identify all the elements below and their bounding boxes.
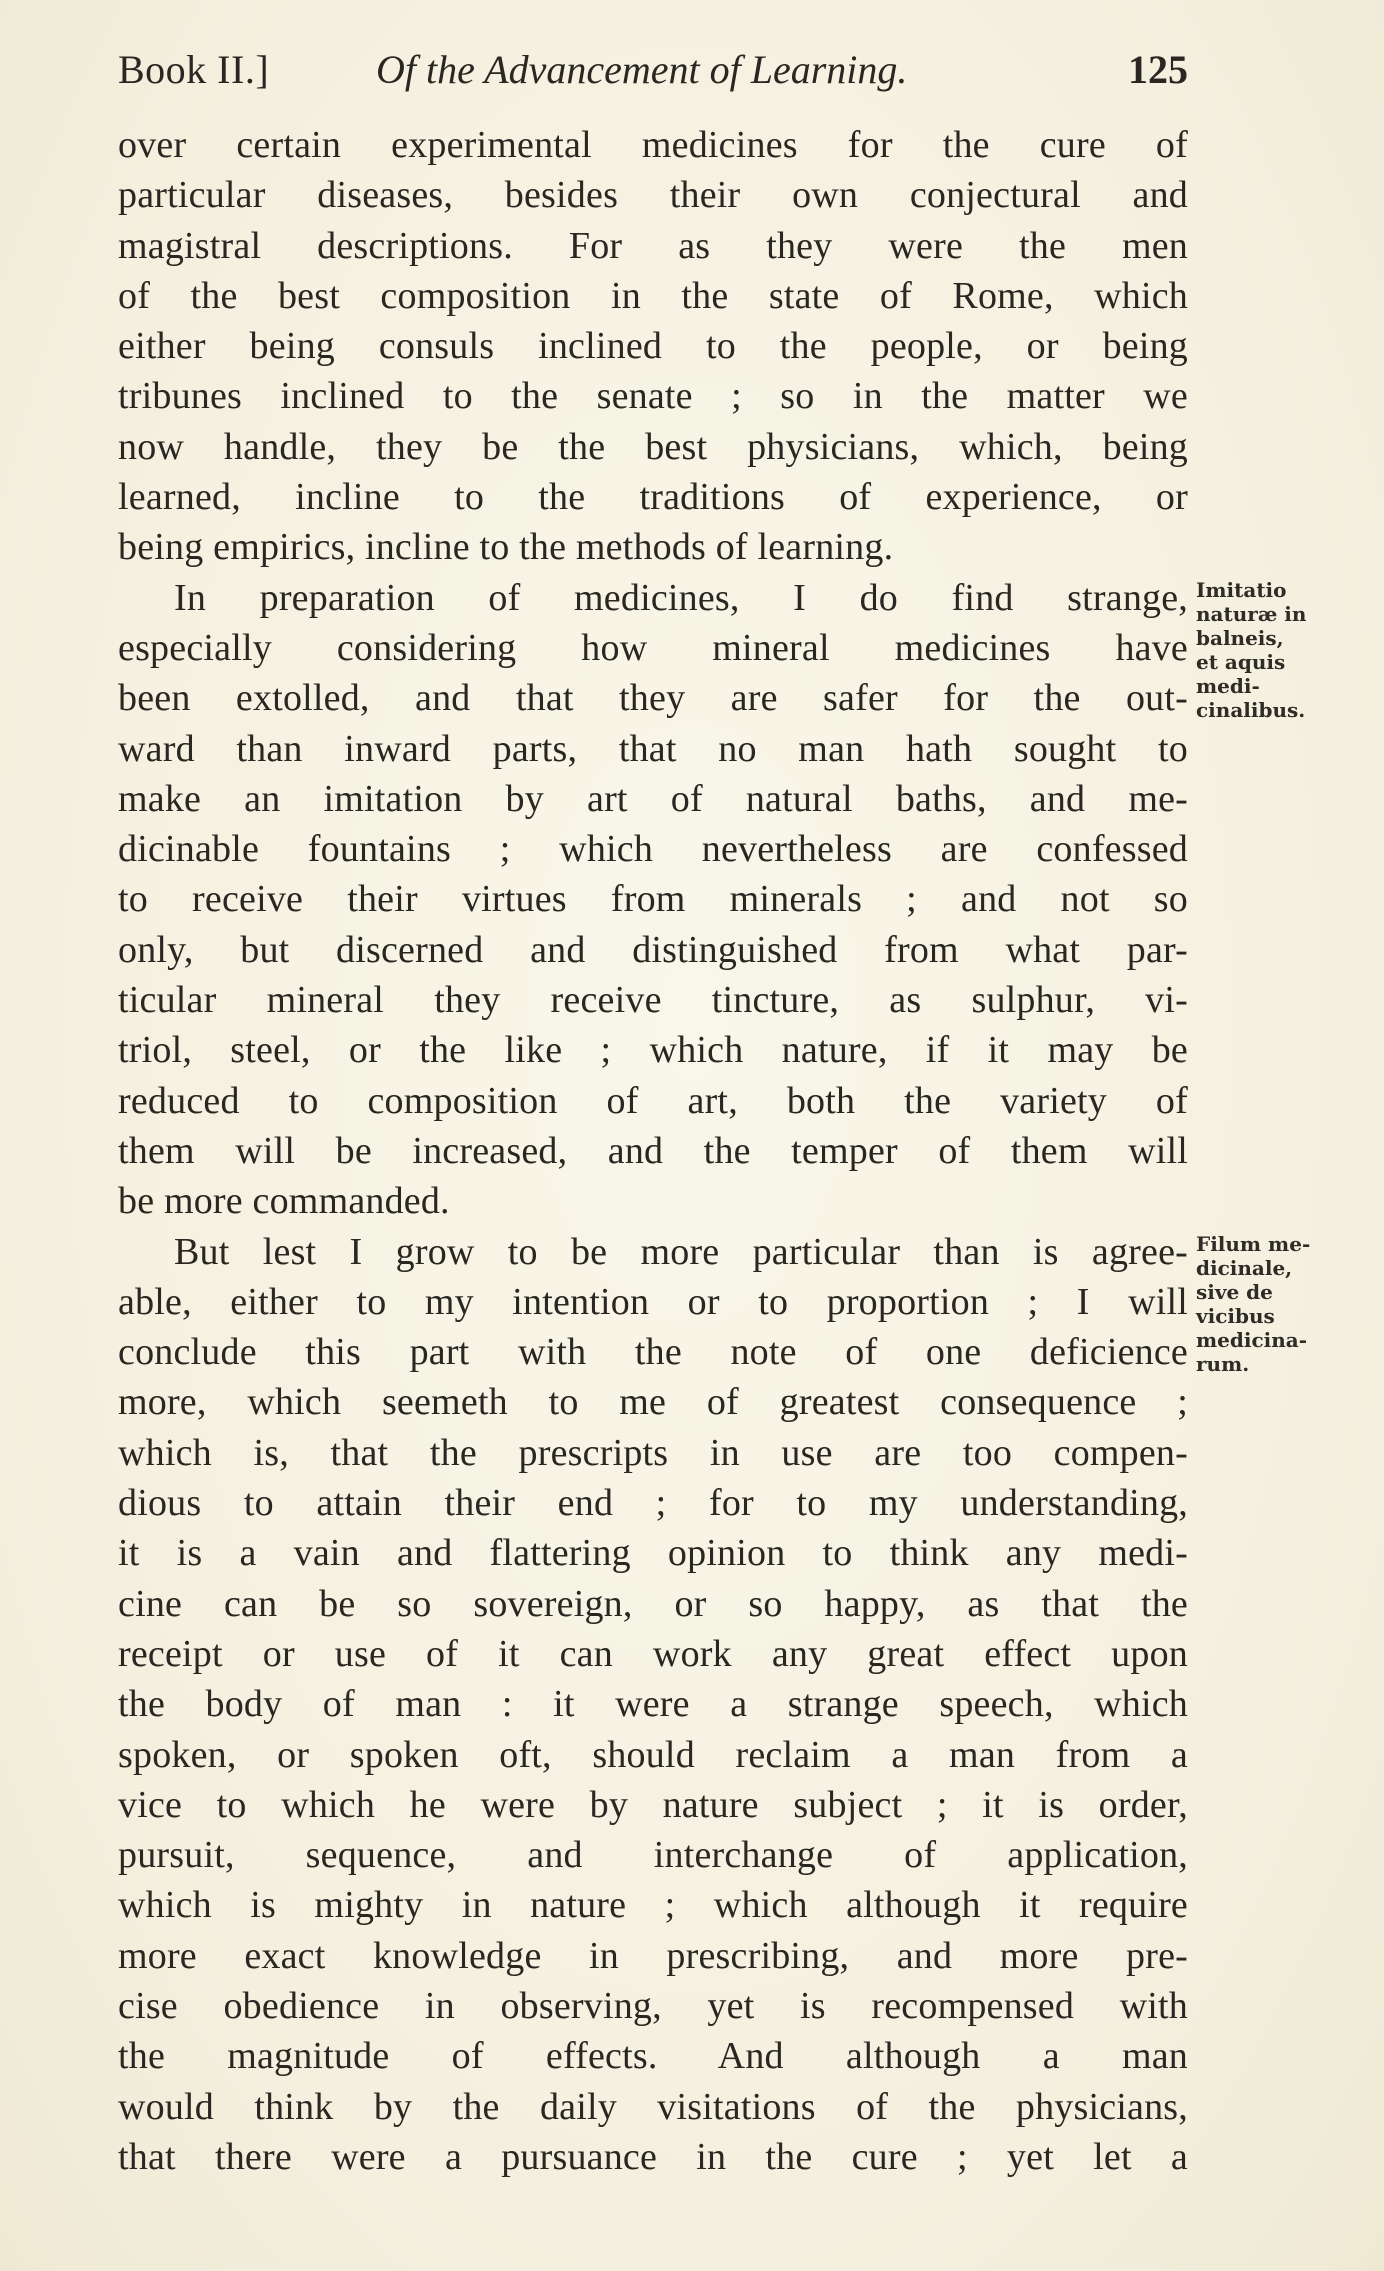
- text-line: be more commanded.: [118, 1180, 450, 1223]
- margin-note-line: balneis,: [1196, 626, 1284, 650]
- text-line: that there were a pursuance in the cure ; yet let a: [118, 2135, 1188, 2178]
- margin-note-line: medicina-: [1196, 1328, 1308, 1352]
- text-line: dicinable fountains ; which nevertheless are confessed: [118, 828, 1188, 871]
- text-line: reduced to composition of art, both the variety of: [118, 1079, 1188, 1122]
- text-line: tribunes inclined to the senate ; so in the matter we: [118, 375, 1188, 418]
- text-line: vice to which he were by nature subject ; it is order,: [118, 1783, 1188, 1826]
- margin-note-imitatio: [1196, 578, 1384, 722]
- margin-note-line: et aquis: [1196, 650, 1286, 674]
- book-number: Book II.]: [118, 47, 270, 92]
- text-line: cise obedience in observing, yet is recompensed with: [118, 1984, 1188, 2027]
- paragraph-start-line: In preparation of medicines, I do find strange,: [174, 576, 1188, 619]
- text-line: been extolled, and that they are safer for the out-: [118, 677, 1188, 720]
- margin-note-filum: [1196, 1232, 1384, 1376]
- text-line: being empirics, incline to the methods of learning.: [118, 526, 894, 569]
- text-line: pursuit, sequence, and interchange of application,: [118, 1834, 1188, 1877]
- text-line: only, but discerned and distinguished from what par-: [118, 928, 1188, 971]
- text-line: now handle, they be the best physicians, which, being: [118, 425, 1188, 468]
- text-line: spoken, or spoken oft, should reclaim a man from a: [118, 1733, 1188, 1776]
- text-line: the magnitude of effects. And although a man: [118, 2035, 1188, 2078]
- text-line: the body of man : it were a strange speech, which: [118, 1683, 1188, 1726]
- margin-note-line: vicibus: [1196, 1304, 1275, 1328]
- margin-note-line: medi-: [1196, 674, 1260, 698]
- text-line: magistral descriptions. For as they were the men: [118, 224, 1188, 267]
- margin-note-line: naturæ in: [1196, 602, 1307, 626]
- text-line: particular diseases, besides their own conjectural and: [118, 174, 1188, 217]
- margin-note-line: cinalibus.: [1196, 698, 1306, 722]
- text-line: would think by the daily visitations of the physicians,: [118, 2085, 1188, 2128]
- margin-note-line: Filum me-: [1196, 1232, 1311, 1256]
- text-line: of the best composition in the state of Rome, which: [118, 274, 1188, 317]
- text-line: to receive their virtues from minerals ; and not so: [118, 878, 1188, 921]
- text-line: receipt or use of it can work any great effect upon: [118, 1632, 1188, 1675]
- text-line: over certain experimental medicines for the cure of: [118, 124, 1188, 166]
- text-line: more, which seemeth to me of greatest consequence ;: [118, 1381, 1188, 1424]
- page-number: 125: [1128, 47, 1188, 92]
- margin-note-line: Imitatio: [1196, 578, 1287, 602]
- paragraph-start-line: But lest I grow to be more particular than is agree-: [174, 1230, 1188, 1273]
- text-line: conclude this part with the note of one deficience: [118, 1331, 1188, 1374]
- text-line: dious to attain their end ; for to my understanding,: [118, 1482, 1188, 1525]
- body-text: [118, 120, 1188, 2182]
- text-line: learned, incline to the traditions of experience, or: [118, 476, 1188, 519]
- text-line: make an imitation by art of natural baths, and me-: [118, 777, 1188, 820]
- text-line: which is mighty in nature ; which although it require: [118, 1884, 1188, 1927]
- text-line: triol, steel, or the like ; which nature, if it may be: [118, 1029, 1188, 1072]
- text-line: especially considering how mineral medicines have: [118, 626, 1188, 669]
- text-line: them will be increased, and the temper of them will: [118, 1129, 1188, 1172]
- margin-note-line: sive de: [1196, 1280, 1273, 1304]
- text-line: cine can be so sovereign, or so happy, as that the: [118, 1582, 1188, 1625]
- text-line: ward than inward parts, that no man hath sought to: [118, 727, 1188, 770]
- margin-note-line: dicinale,: [1196, 1256, 1293, 1280]
- running-header: [118, 40, 1188, 100]
- text-line: more exact knowledge in prescribing, and more pre-: [118, 1934, 1188, 1977]
- text-line: either being consuls inclined to the people, or being: [118, 325, 1188, 368]
- text-line: it is a vain and flattering opinion to think any medi-: [118, 1532, 1188, 1575]
- running-title: Of the Advancement of Learning.: [376, 47, 908, 92]
- text-line: which is, that the prescripts in use are too compen-: [118, 1431, 1188, 1474]
- text-line: able, either to my intention or to proportion ; I will: [118, 1280, 1188, 1323]
- margin-note-line: rum.: [1196, 1352, 1250, 1376]
- text-line: ticular mineral they receive tincture, as sulphur, vi-: [118, 979, 1188, 1022]
